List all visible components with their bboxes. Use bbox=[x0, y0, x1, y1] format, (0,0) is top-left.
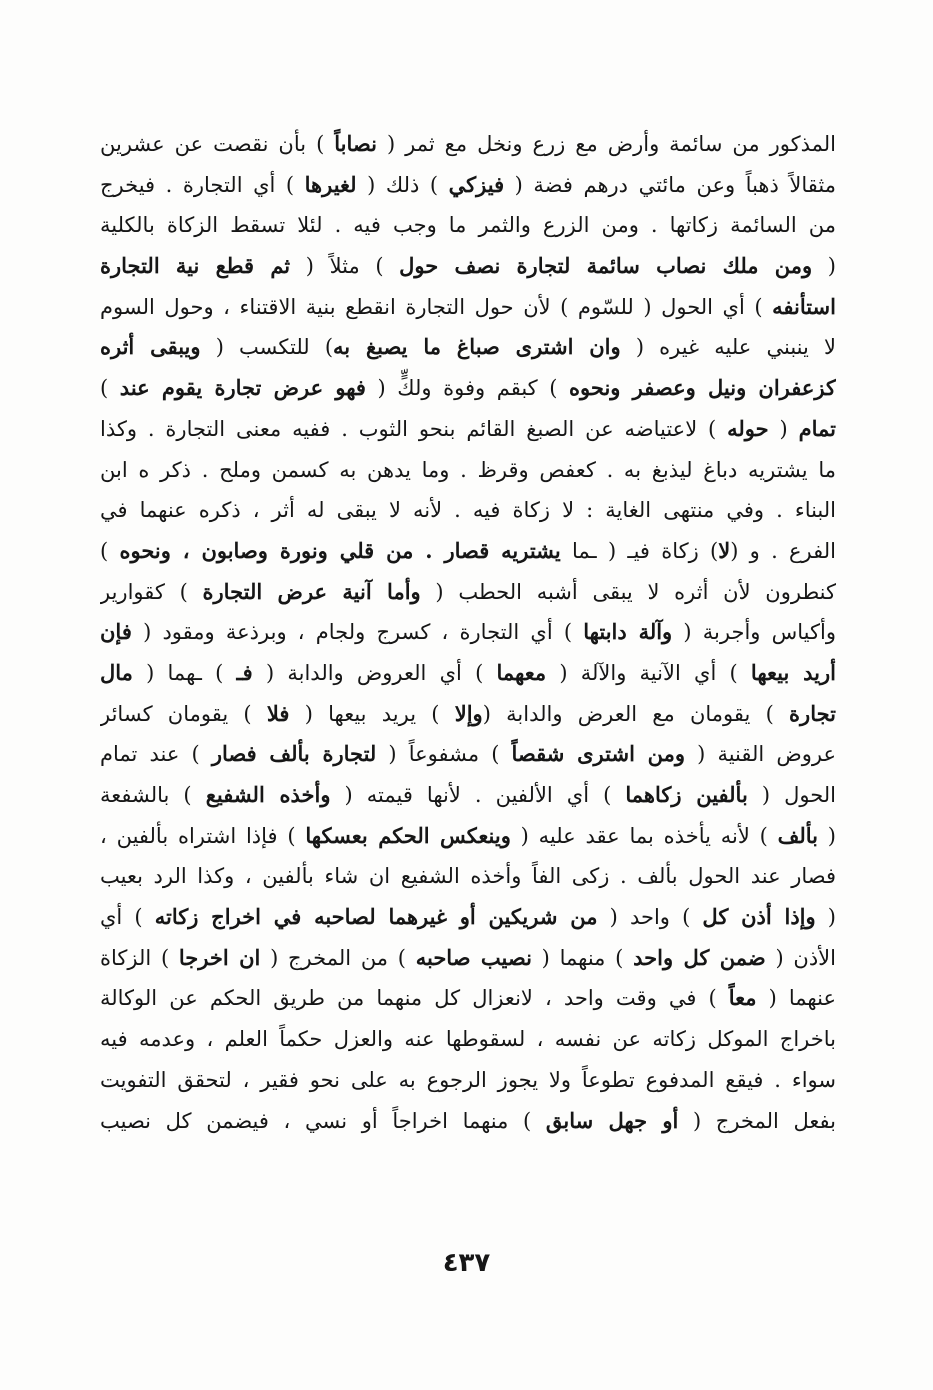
bold-matn-text: وأما آنية عرض التجارة bbox=[202, 578, 421, 604]
bold-matn-text: وأخذه الشفيع bbox=[205, 782, 331, 807]
commentary-text: ) للتكسب ( bbox=[200, 335, 334, 360]
body-text bbox=[100, 124, 836, 1141]
bold-matn-text: استأنفه bbox=[772, 293, 836, 319]
bold-matn-text: نصاباً bbox=[334, 131, 377, 156]
text-line bbox=[100, 856, 836, 897]
bold-matn-text: وآلة دابتها bbox=[583, 619, 673, 645]
bold-matn-text: وينعكس الحكم بعسكها bbox=[305, 822, 511, 848]
text-line bbox=[100, 653, 836, 694]
bold-matn-text: من شريكين أو غيرهما لصاحبه في اخراج زكاته bbox=[154, 904, 598, 930]
commentary-text: ) مثلاً ( bbox=[290, 254, 400, 279]
commentary-text: ) ـهما ( bbox=[132, 660, 237, 685]
commentary-text: البناء . وفي منتهى الغاية : لا زكاة فيه . لأنه لا يبقى له أثر ، ذكره عنهما في bbox=[100, 498, 836, 523]
bold-matn-text: بألفين زكاهما bbox=[625, 782, 748, 807]
commentary-text: ) أي العروض والدابة ( bbox=[252, 660, 497, 685]
commentary-text: ( bbox=[818, 823, 836, 848]
commentary-text: ) في وقت واحد ، لانعزال كل منهما من طريق الحكم عن الوكالة bbox=[100, 986, 729, 1011]
bold-matn-text: وإذا أذن كل bbox=[702, 904, 816, 930]
bold-matn-text: لغيرها bbox=[304, 171, 357, 197]
text-line bbox=[100, 694, 836, 735]
bold-matn-text: لا bbox=[718, 537, 731, 563]
bold-matn-text: معهما bbox=[496, 659, 547, 685]
commentary-text: ) منهما ( bbox=[531, 945, 634, 970]
text-line bbox=[100, 978, 836, 1019]
commentary-text: ) زكاة فيـ ( ـما bbox=[560, 538, 719, 563]
commentary-text: الأذن ( bbox=[765, 945, 836, 970]
bold-matn-text: فإن bbox=[100, 619, 132, 645]
commentary-text: ) لأنه يأخذه بما عقد عليه ( bbox=[510, 823, 778, 848]
text-line bbox=[100, 531, 836, 572]
commentary-text: سواء . فيقع المدفوع تطوعاً ولا يجوز الرجوع به على نحو فقير ، لتحقق التفويت bbox=[100, 1067, 836, 1092]
bold-matn-text: أريد بيعها bbox=[750, 659, 836, 685]
commentary-text: ) كبقم وفوة ولكٍّ ( bbox=[365, 376, 570, 401]
commentary-text: وأكياس وأجربة ( bbox=[672, 620, 836, 645]
commentary-text: ) بأن نقصت عن عشرين bbox=[100, 132, 335, 156]
commentary-text: ) الزكاة bbox=[100, 945, 179, 970]
commentary-text: باخراج الموكل زكاته عن نفسه ، لسقوطها عنه والعزل حكماً العلم ، وعدمه فيه bbox=[100, 1027, 836, 1052]
text-line bbox=[100, 165, 836, 206]
bold-matn-text: ثم قطع نية التجارة bbox=[100, 253, 291, 279]
commentary-text: ) أي الحول ( للسّوم ) لأن حول التجارة انقطع بنية الاقتناء ، وحول السوم bbox=[100, 294, 773, 319]
commentary-text: من السائمة زكاتها . ومن الزرع والثمر ما وجب فيه . لئلا تسقط الزكاة بالكلية bbox=[100, 213, 836, 238]
commentary-text: ) bbox=[100, 538, 120, 563]
commentary-text: ) واحد ( bbox=[597, 905, 703, 930]
bold-matn-text: حوله bbox=[727, 415, 769, 441]
bold-matn-text: مال bbox=[100, 659, 133, 685]
text-line bbox=[100, 775, 836, 816]
text-line bbox=[100, 612, 836, 653]
commentary-text: ) لاعتياضه عن الصبغ القائم بنحو الثوب . ففيه معنى التجارة . وكذا bbox=[100, 416, 728, 441]
commentary-text: ) كقوارير bbox=[100, 579, 203, 604]
text-line bbox=[100, 287, 836, 328]
bold-matn-text: أو جهل سابق bbox=[545, 1107, 679, 1133]
text-line bbox=[100, 816, 836, 857]
commentary-text: ) أي التجارة . فيخرج bbox=[100, 172, 305, 197]
bold-matn-text: يشتريه قصار . من قلي ونورة وصابون ، ونحوه bbox=[119, 537, 561, 563]
text-line bbox=[100, 450, 836, 491]
text-line bbox=[100, 490, 836, 531]
page-number: ٤٣٧ bbox=[442, 1248, 491, 1278]
commentary-text: عروض القنية ( bbox=[685, 742, 836, 767]
text-line bbox=[100, 368, 836, 409]
commentary-text: ) أي bbox=[100, 905, 155, 930]
bold-matn-text: معاً bbox=[728, 985, 757, 1011]
bold-matn-text: فلا bbox=[266, 700, 290, 726]
commentary-text: المذكور من سائمة وأرض مع زرع ونخل مع ثمر ( bbox=[376, 132, 836, 156]
bold-matn-text: تمام bbox=[798, 415, 836, 441]
commentary-text: عنهما ( bbox=[756, 986, 836, 1011]
commentary-text: ) أي الآنية والآلة ( bbox=[546, 660, 751, 685]
text-line bbox=[100, 246, 836, 287]
commentary-text: بفعل المخرج ( bbox=[678, 1108, 836, 1133]
bold-matn-text: ان اخرجا bbox=[178, 944, 261, 970]
bold-matn-text: ومن ملك نصاب سائمة لتجارة نصف حول bbox=[399, 253, 813, 279]
commentary-text: مثقالاً ذهباً وعن مائتي درهم فضة ( bbox=[504, 172, 836, 197]
text-line bbox=[100, 205, 836, 246]
commentary-text: ) مشفوعاً ( bbox=[376, 742, 512, 767]
bold-matn-text: وان اشترى صباغ ما يصبغ به bbox=[333, 334, 621, 360]
bold-matn-text: ويبقى أثره bbox=[100, 334, 201, 360]
commentary-text: ) من المخرج ( bbox=[260, 945, 416, 970]
commentary-text: ) يقومان كسائر bbox=[100, 701, 267, 726]
commentary-text: ) ذلك ( bbox=[356, 172, 449, 197]
text-line bbox=[100, 1060, 836, 1101]
commentary-text: ) عند تمام bbox=[100, 742, 212, 767]
commentary-text: لا ينبني عليه غيره ( bbox=[620, 335, 836, 360]
commentary-text: ( bbox=[815, 905, 836, 930]
text-line bbox=[100, 1019, 836, 1060]
commentary-text: ( bbox=[812, 254, 836, 279]
bold-matn-text: وإلا bbox=[454, 700, 483, 726]
commentary-text: ما يشتريه دباغ ليذبغ به . كعفص وقرظ . وما يدهن به كسمن وملح . ذكر ه ابن bbox=[100, 457, 836, 482]
bold-matn-text: كزعفران ونيل وعصفر ونحوه bbox=[569, 375, 836, 401]
bold-matn-text: فـ bbox=[236, 659, 253, 685]
bold-matn-text: بألف bbox=[777, 822, 818, 848]
text-line bbox=[100, 734, 836, 775]
text-line bbox=[100, 124, 836, 165]
text-line bbox=[100, 1101, 836, 1142]
commentary-text: ) أي الألفين . لأنها قيمته ( bbox=[330, 783, 626, 807]
bold-matn-text: لتجارة بألف فصار bbox=[211, 741, 377, 767]
text-line bbox=[100, 409, 836, 450]
commentary-text: ) بالشفعة bbox=[100, 783, 206, 807]
commentary-text: ) أي التجارة ، كسرج ولجام ، وبرذعة ومقود ( bbox=[131, 620, 584, 645]
bold-matn-text: فيزكي bbox=[448, 171, 505, 197]
commentary-text: ) يقومان مع العرض والدابة ( bbox=[482, 701, 790, 726]
commentary-text: ) bbox=[100, 376, 120, 401]
commentary-text: ) يريد بيعها ( bbox=[289, 701, 455, 726]
bold-matn-text: فهو عرض تجارة يقوم عند bbox=[119, 375, 366, 401]
text-line bbox=[100, 938, 836, 979]
text-line bbox=[100, 897, 836, 938]
commentary-text: فصار عند الحول بألف . زكى الفاً وأخذه الشفيع ان شاء بألفين ، وكذا الرد بعيب bbox=[100, 864, 836, 889]
commentary-text: ) فإذا اشتراه بألفين ، bbox=[100, 823, 306, 848]
commentary-text: كنطرون لأن أثره لا يبقى أشبه الحطب ( bbox=[420, 579, 836, 604]
commentary-text: الفرع . و ( bbox=[730, 538, 836, 563]
text-line bbox=[100, 572, 836, 613]
commentary-text: الحول ( bbox=[747, 783, 836, 807]
bold-matn-text: تجارة bbox=[789, 700, 836, 726]
commentary-text: ( bbox=[768, 416, 799, 441]
bold-matn-text: نصيب صاحبه bbox=[415, 944, 532, 970]
text-line bbox=[100, 327, 836, 368]
bold-matn-text: ومن اشترى شقصاً bbox=[511, 741, 686, 767]
bold-matn-text: ضمن كل واحد bbox=[633, 944, 766, 970]
commentary-text: ) منهما اخراجاً أو نسي ، فيضمن كل نصيب bbox=[100, 1108, 546, 1133]
